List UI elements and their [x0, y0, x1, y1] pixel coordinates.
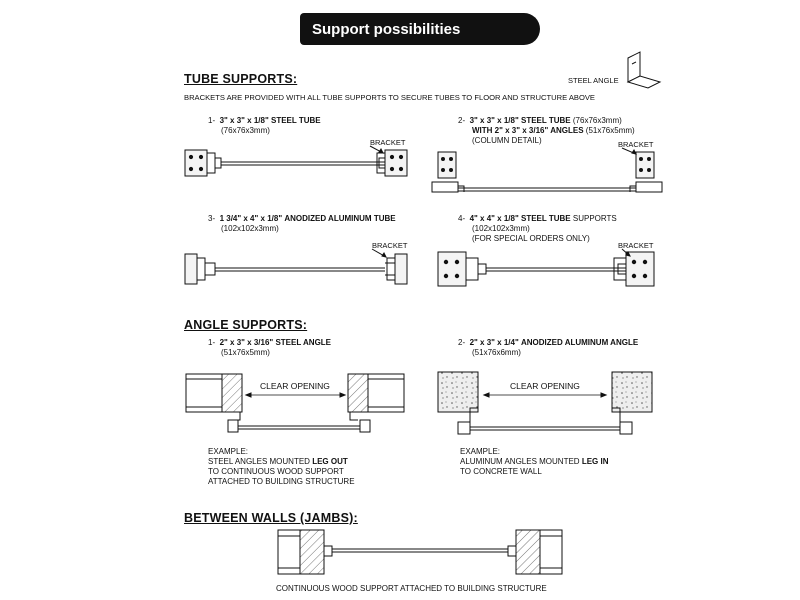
angle-2-drawing	[438, 372, 652, 434]
tube-item-2-note: (COLUMN DETAIL)	[472, 136, 542, 145]
angle-example-2-title: EXAMPLE:	[460, 447, 501, 456]
angle-example-1-leg: LEG OUT	[312, 457, 348, 466]
tube-item-1-bracket-label: BRACKET	[370, 138, 406, 147]
tube-item-2-num: 2-	[458, 116, 466, 125]
angle-item-1-material: STEEL ANGLE	[275, 338, 332, 347]
angle-item-2-material: ANODIZED ALUMINUM ANGLE	[521, 338, 639, 347]
tube-item-1-metric: (76x76x3mm)	[221, 126, 270, 135]
angle-item-1-num: 1-	[208, 338, 216, 347]
tube-item-2-bracket-label: BRACKET	[618, 140, 654, 149]
tube-1-drawing	[185, 146, 407, 176]
angle-example-2-line3: TO CONCRETE WALL	[460, 467, 542, 476]
angle-example-1-line4: ATTACHED TO BUILDING STRUCTURE	[208, 477, 355, 486]
tube-item-3-material: ANODIZED ALUMINUM TUBE	[284, 214, 396, 223]
tube-3-drawing	[185, 249, 407, 284]
tube-item-2-angles-metric: (51x76x5mm)	[585, 126, 635, 135]
tube-item-3-num: 3-	[208, 214, 216, 223]
tube-item-2-material: STEEL TUBE	[521, 116, 571, 125]
tube-item-4-note: (FOR SPECIAL ORDERS ONLY)	[472, 234, 590, 243]
tube-item-4-bracket-label: BRACKET	[618, 241, 654, 250]
clear-opening-label-2: CLEAR OPENING	[510, 381, 580, 391]
between-walls-heading: BETWEEN WALLS (JAMBS):	[184, 511, 358, 525]
tube-item-4-material: STEEL TUBE	[521, 214, 571, 223]
angle-example-1-line3: TO CONTINUOUS WOOD SUPPORT	[208, 467, 344, 476]
angle-item-2-size: 2" x 3" x 1/4"	[469, 338, 519, 347]
tube-2-drawing	[432, 148, 662, 192]
between-walls-drawing	[278, 530, 562, 574]
tube-item-4-num: 4-	[458, 214, 466, 223]
angle-supports-heading: ANGLE SUPPORTS:	[184, 318, 308, 332]
tube-4-drawing	[438, 249, 654, 286]
tube-supports-intro: BRACKETS ARE PROVIDED WITH ALL TUBE SUPPORTS TO SECURE TUBES TO FLOOR AND STRUCTURE ABOVE	[184, 93, 596, 102]
page-title-text: Support possibilities	[312, 20, 461, 38]
tube-supports-heading: TUBE SUPPORTS:	[184, 72, 298, 86]
tube-item-2-metric: (76x76x3mm)	[572, 116, 622, 125]
angle-example-1-title: EXAMPLE:	[208, 447, 249, 456]
tube-item-1-size: 3" x 3" x 1/8"	[219, 116, 269, 125]
angle-item-1-size: 2" x 3" x 3/16"	[219, 338, 274, 347]
angle-item-2-metric: (51x76x6mm)	[472, 348, 521, 357]
tube-item-3-size: 1 3/4" x 4" x 1/8"	[219, 214, 283, 223]
angle-item-2-num: 2-	[458, 338, 466, 347]
tube-item-2-size: 3" x 3" x 1/8"	[469, 116, 519, 125]
tube-item-4-metric: (102x102x3mm)	[472, 224, 530, 233]
angle-example-2-mount: ALUMINUM ANGLES MOUNTED	[460, 457, 580, 466]
steel-angle-label: STEEL ANGLE	[568, 76, 619, 85]
between-walls-caption: CONTINUOUS WOOD SUPPORT ATTACHED TO BUILDING STRUCTURE	[276, 584, 547, 593]
tube-item-1-material: STEEL TUBE	[271, 116, 321, 125]
tube-item-3-metric: (102x102x3mm)	[221, 224, 279, 233]
angle-example-1-mount: STEEL ANGLES MOUNTED	[208, 457, 310, 466]
angle-item-1-metric: (51x76x5mm)	[221, 348, 270, 357]
angle-example-2-leg: LEG IN	[581, 457, 609, 466]
tube-item-4-suffix: SUPPORTS	[572, 214, 617, 223]
tube-item-1-num: 1-	[208, 116, 216, 125]
steel-angle-icon	[628, 52, 660, 88]
clear-opening-label-1: CLEAR OPENING	[260, 381, 330, 391]
tube-item-3-bracket-label: BRACKET	[372, 241, 408, 250]
tube-item-4-size: 4" x 4" x 1/8"	[469, 214, 519, 223]
angle-1-drawing	[186, 374, 404, 432]
tube-item-2-angles-spec: WITH 2" x 3" x 3/16" ANGLES	[472, 126, 584, 135]
